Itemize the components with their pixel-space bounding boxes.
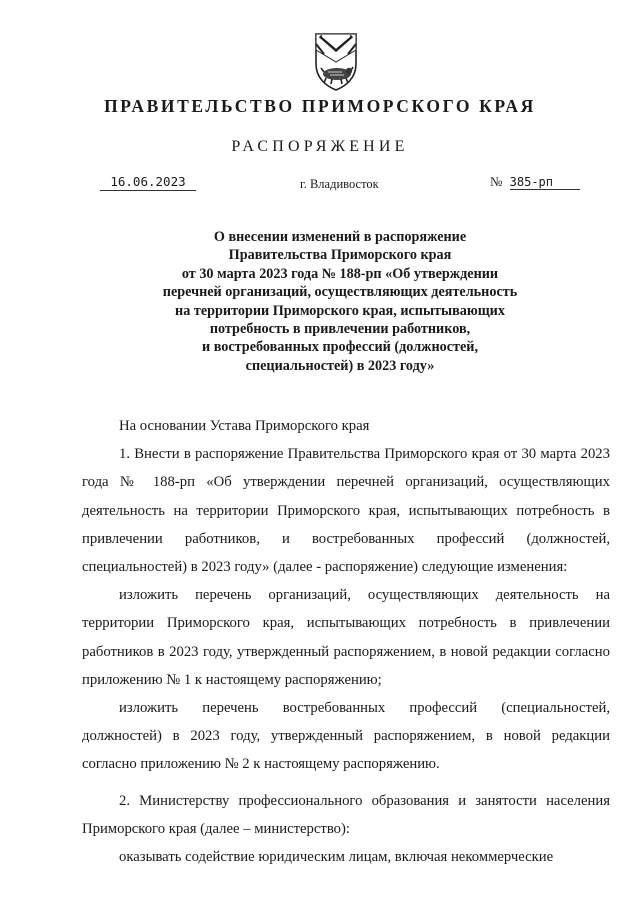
government-title: ПРАВИТЕЛЬСТВО ПРИМОРСКОГО КРАЯ: [104, 96, 536, 116]
paragraph-item-2: 2. Министерству профессионального образования и занятости населения Приморского края (далее – министерство):: [82, 792, 610, 837]
heading-line: потребность в привлечении работников,: [209, 321, 471, 338]
paragraph-basis: На основании Устава Приморского края: [119, 418, 370, 434]
document-date: 16.06.2023: [100, 174, 196, 191]
heading-line: О внесении изменений в распоряжение: [213, 229, 467, 245]
document-number-field: [490, 174, 580, 190]
document-type: РАСПОРЯЖЕНИЕ: [231, 138, 409, 155]
coat-of-arms-icon: [312, 30, 360, 92]
document-city: г. Владивосток: [300, 177, 379, 191]
document-heading: [120, 228, 560, 375]
document-body: [82, 412, 610, 871]
paragraph-item-1: 1. Внести в распоряжение Правительства Приморского края от 30 марта 2023 года № 188-рп «Об утверждении перечней организаций, осуществляющих деятельность на территории Приморского края, испытывающих потребность в привлечении работников, и востребованных профессий (должностей, специальностей) в 2023 году» (далее - распоряжение) следующие изменения:: [82, 446, 610, 576]
heading-line: Правительства Приморского края: [228, 247, 452, 264]
heading-line: от 30 марта 2023 года № 188-рп «Об утверждении: [181, 265, 499, 282]
paragraph-subitem-3: оказывать содействие юридическим лицам, включая некоммерческие: [119, 849, 554, 866]
heading-line: на территории Приморского края, испытывающих: [175, 302, 505, 319]
paragraph-subitem-1: изложить перечень организаций, осуществляющих деятельность на территории Приморского края, испытывающих потребность в привлечении работников в 2023 году, утвержденный распоряжением, в новой редакции согласно приложению № 1 к настоящему распоряжению;: [82, 587, 610, 688]
document-number: 385-рп: [510, 175, 580, 190]
number-sign: №: [490, 174, 503, 189]
heading-line: специальностей) в 2023 году»: [245, 357, 435, 374]
heading-line: и востребованных профессий (должностей,: [201, 339, 479, 356]
heading-line: перечней организаций, осуществляющих деятельность: [162, 284, 518, 301]
paragraph-subitem-2: изложить перечень востребованных профессий (специальностей, должностей) в 2023 году, утвержденный распоряжением, в новой редакции согласно приложению № 2 к настоящему распоряжению.: [82, 700, 610, 773]
